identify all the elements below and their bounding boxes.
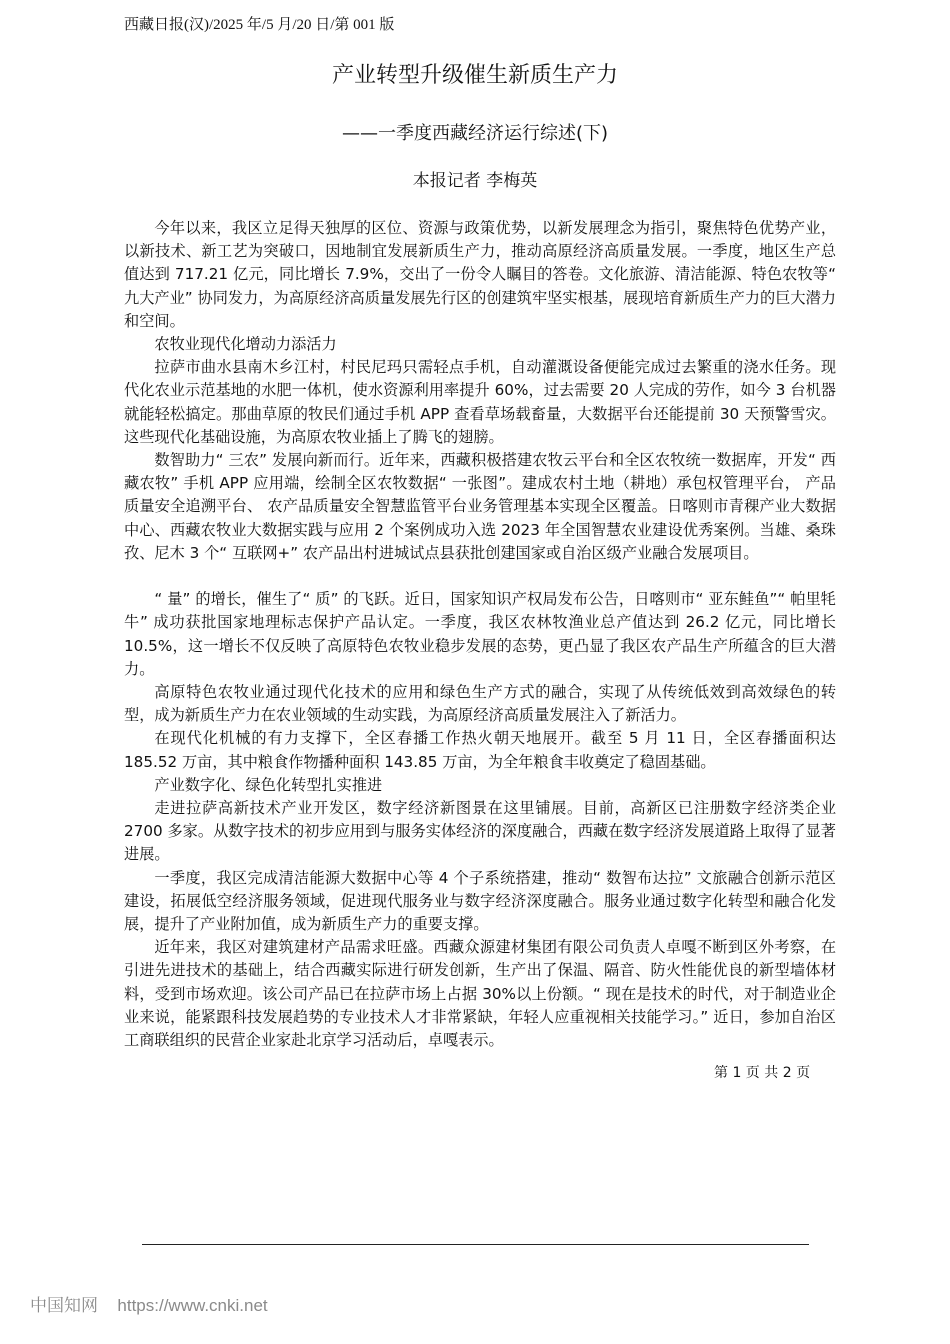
cnki-url[interactable]: https://www.cnki.net bbox=[117, 1296, 268, 1315]
article-byline: 本报记者 李梅英 bbox=[412, 171, 538, 191]
paragraph: 一季度，我区完成清洁能源大数据中心等 4 个子系统搭建，推动“ 数智布达拉” 文旅融合创新示范区建设，拓展低空经济服务领域，促进现代服务业与数字经济深度融合。服务业通过数字化转型和融合化发展，提升了产业附加值，成为新质生产力的重要支撑。 bbox=[124, 868, 836, 934]
paragraph: 在现代化机械的有力支撑下，全区春播工作热火朝天地展开。截至 5 月 11 日，全区春播面积达 185.52 万亩，其中粮食作物播种面积 143.85 万亩，为全年粮食丰收奠定了稳固基础。 bbox=[124, 729, 836, 771]
footer-divider bbox=[142, 1244, 809, 1245]
article-title: 产业转型升级催生新质生产力 bbox=[331, 63, 618, 88]
paragraph: 拉萨市曲水县南木乡江村，村民尼玛只需轻点手机，自动灌溉设备便能完成过去繁重的浇水任务。现代化农业示范基地的水肥一体机，使水资源利用率提升 60%，过去需要 20 人完成的劳作，如今 3 台机器就能轻松搞定。那曲草原的牧民们通过手机 APP 查看草场载畜量，大数据平台还能提前 30 天预警雪灾。这些现代化基础设施，为高原农牧业插上了腾飞的翅膀。 bbox=[124, 358, 836, 446]
paragraph: 数智助力“ 三农” 发展向新而行。近年来，西藏积极搭建农牧云平台和全区农牧统一数据库，开发“ 西藏农牧” 手机 APP 应用端，绘制全区农牧数据“ 一张图”。建成农村土地（耕地）承包权管理平台， 产品质量安全追溯平台、 农产品质量安全智慧监管平台业务管理基本实现全区覆盖。日喀则市青稞产业大数据中心、西藏农牧业大数据实践与应用 2 个案例成功入选 2023 年全国智慧农业建设优秀案例。当雄、桑珠孜、尼木 3 个“ 互联网+” 农产品出村进城试点县获批创建国家或自治区级产业融合发展项目。 bbox=[124, 451, 836, 562]
watermark-footer bbox=[30, 1294, 268, 1318]
paragraph: 今年以来，我区立足得天独厚的区位、资源与政策优势，以新发展理念为指引，聚焦特色优势产业，以新技术、新工艺为突破口，因地制宜发展新质生产力，推动高原经济高质量发展。一季度，地区生产总值达到 717.21 亿元，同比增长 7.9%，交出了一份令人瞩目的答卷。文化旅游、清洁能源、特色农牧等“ 九大产业” 协同发力，为高原经济高质量发展先行区的创建筑牢坚实根基，展现培育新质生产力的巨大潜力和空间。 bbox=[124, 219, 836, 330]
paragraph: 走进拉萨高新技术产业开发区，数字经济新图景在这里铺展。目前，高新区已注册数字经济类企业 2700 多家。从数字技术的初步应用到与服务实体经济的深度融合，西藏在数字经济发展道路上取得了显著进展。 bbox=[124, 799, 836, 864]
article-subtitle: ——一季度西藏经济运行综述(下) bbox=[341, 123, 609, 144]
article-body bbox=[124, 217, 836, 1052]
cnki-brand: 中国知网 bbox=[30, 1296, 98, 1316]
page-number: 第 1 页 共 2 页 bbox=[714, 1065, 811, 1081]
paragraph: “ 量” 的增长，催生了“ 质” 的飞跃。近日，国家知识产权局发布公告，日喀则市“ 亚东鲑鱼”“ 帕里牦牛” 成功获批国家地理标志保护产品认定。一季度，我区农林牧渔业总产值达到 26.2 亿元，同比增长 10.5%，这一增长不仅反映了高原特色农牧业稳步发展的态势，更凸显了我区农产品生产所蕴含的巨大潜力。 bbox=[124, 590, 836, 678]
section-heading: 产业数字化、绿色化转型扎实推进 bbox=[154, 775, 383, 794]
paragraph: 高原特色农牧业通过现代化技术的应用和绿色生产方式的融合，实现了从传统低效到高效绿色的转型，成为新质生产力在农业领域的生动实践，为高原经济高质量发展注入了新活力。 bbox=[124, 683, 836, 725]
section-heading: 农牧业现代化增动力添活力 bbox=[154, 335, 337, 354]
source-line: 西藏日报(汉)/2025 年/5 月/20 日/第 001 版 bbox=[124, 17, 395, 33]
paragraph: 近年来，我区对建筑建材产品需求旺盛。西藏众源建材集团有限公司负责人卓嘎不断到区外考察，在引进先进技术的基础上，结合西藏实际进行研发创新，生产出了保温、隔音、防火性能优良的新型墙体材料，受到市场欢迎。该公司产品已在拉萨市场上占据 30%以上份额。“ 现在是技术的时代，对于制造业企业来说，能紧跟科技发展趋势的专业技术人才非常紧缺，年轻人应重视相关技能学习。” 近日，参加自治区工商联组织的民营企业家赴北京学习活动后，卓嘎表示。 bbox=[124, 938, 836, 1050]
